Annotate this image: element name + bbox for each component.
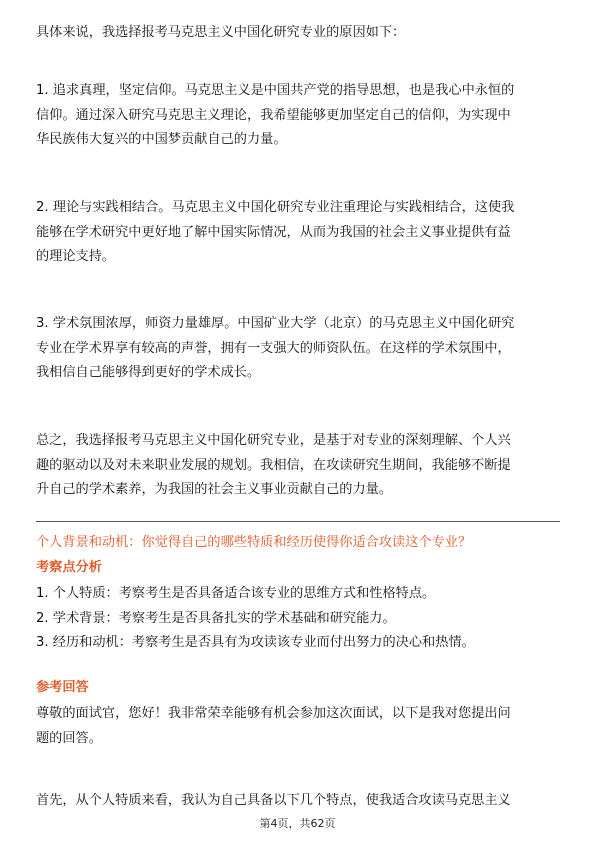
summary-line: 趣的驱动以及对未来职业发展的规划。我相信，在攻读研究生期间，我能够不断提 <box>36 457 511 473</box>
reason-2-line: 2. 理论与实践相结合。马克思主义中国化研究专业注重理论与实践相结合，这使我 <box>36 200 515 215</box>
answer-first-paragraph: 首先，从个人特质来看，我认为自己具备以下几个特点，使我适合攻读马克思主义 <box>36 793 511 808</box>
reason-2-paragraph <box>36 196 560 270</box>
reason-2-line: 的理论支持。 <box>36 249 116 264</box>
summary-line: 升自己的学术素养，为我国的社会主义事业贡献自己的力量。 <box>36 482 393 497</box>
analysis-item: 2. 学术背景：考察考生是否具备扎实的学术基础和研究能力。 <box>36 610 396 626</box>
reason-1-line: 信仰。通过深入研究马克思主义理论，我希望能够更加坚定自己的信仰，为实现中 <box>36 107 511 123</box>
analysis-list <box>36 582 560 656</box>
reason-1-line: 华民族伟大复兴的中国梦贡献自己的力量。 <box>36 132 287 147</box>
question-title: 个人背景和动机：你觉得自己的哪些特质和经历使得你适合攻读这个专业？ <box>36 535 472 550</box>
answer-greeting <box>36 702 560 751</box>
reason-1-paragraph <box>36 79 560 153</box>
reason-3-line: 专业在学术界享有较高的声誉，拥有一支强大的师资队伍。在这样的学术氛围中， <box>36 340 511 356</box>
answer-heading: 参考回答 <box>36 680 89 695</box>
intro-paragraph: 具体来说，我选择报考马克思主义中国化研究专业的原因如下： <box>36 25 406 40</box>
greeting-line: 题的回答。 <box>36 730 102 746</box>
reason-3-line: 我相信自己能够得到更好的学术成长。 <box>36 365 261 380</box>
summary-paragraph <box>36 429 560 503</box>
analysis-heading: 考察点分析 <box>36 560 102 575</box>
greeting-line: 尊敬的面试官，您好！我非常荣幸能够有机会参加这次面试，以下是我对您提出问 <box>36 706 511 721</box>
section-divider <box>36 521 560 522</box>
summary-line: 总之，我选择报考马克思主义中国化研究专业，是基于对专业的深刻理解、个人兴 <box>36 433 511 448</box>
reason-3-paragraph <box>36 312 560 386</box>
analysis-item: 3. 经历和动机：考察考生是否具有为攻读该专业而付出努力的决心和热情。 <box>36 635 475 650</box>
page-footer: 第4页，共62页 <box>259 817 336 830</box>
reason-3-line: 3. 学术氛围浓厚，师资力量雄厚。中国矿业大学（北京）的马克思主义中国化研究 <box>36 316 515 331</box>
analysis-item: 1. 个人特质：考察考生是否具备适合该专业的思维方式和性格特点。 <box>36 586 436 601</box>
reason-1-line: 1. 追求真理，坚定信仰。马克思主义是中国共产党的指导思想，也是我心中永恒的 <box>36 83 515 98</box>
reason-2-line: 能够在学术研究中更好地了解中国实际情况，从而为我国的社会主义事业提供有益 <box>36 224 511 240</box>
